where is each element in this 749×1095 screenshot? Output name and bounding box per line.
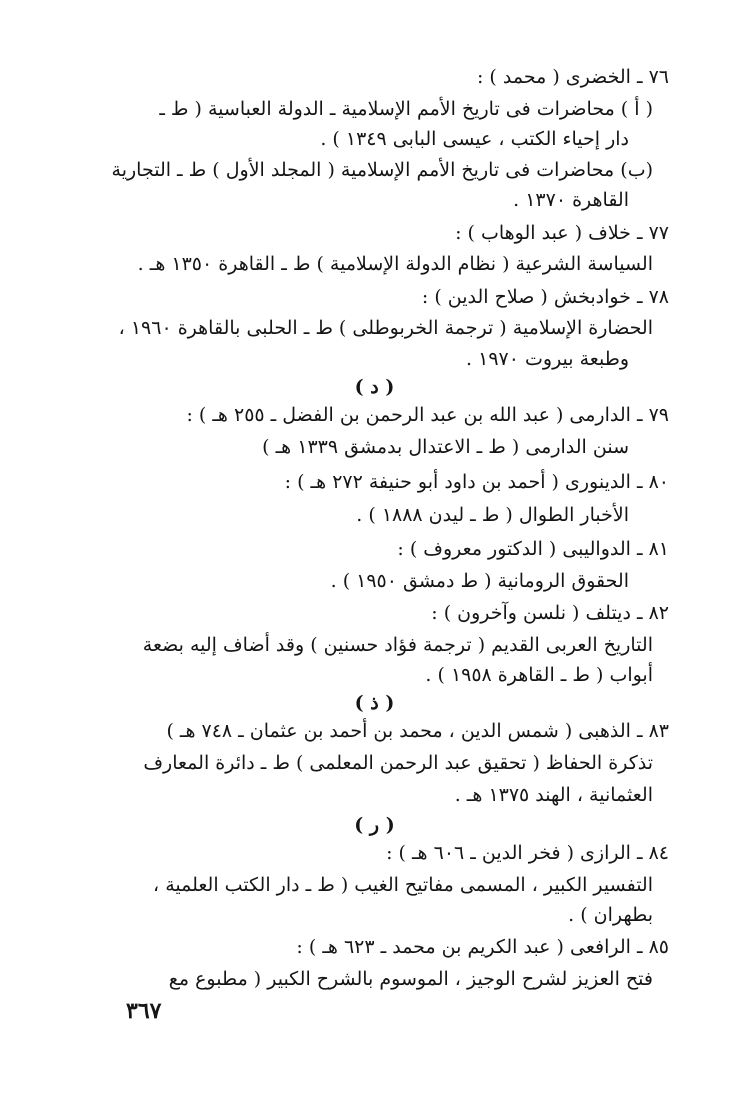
entry-76-item-b: (ب) محاضرات فى تاريخ الأمم الإسلامية ( المجلد الأول ) ط ـ التجارية bbox=[111, 159, 653, 181]
entry-80-heading: ٨٠ ـ الدينورى ( أحمد بن داود أبو حنيفة ٢٧٢ هـ ) : bbox=[284, 471, 669, 493]
entry-78-title-cont: وطبعة بيروت ١٩٧٠ . bbox=[466, 348, 629, 370]
entry-76-heading: ٧٦ ـ الخضرى ( محمد ) : bbox=[476, 66, 669, 88]
entry-83-heading: ٨٣ ـ الذهبى ( شمس الدين ، محمد بن أحمد بن عثمان ـ ٧٤٨ هـ ) bbox=[166, 720, 669, 742]
entry-82-heading: ٨٢ ـ ديتلف ( نلسن وآخرون ) : bbox=[431, 602, 669, 624]
section-letter-dhal: ( ذ ) bbox=[354, 692, 395, 714]
entry-76-item-a-cont: دار إحياء الكتب ، عيسى البابى ١٣٤٩ ) . bbox=[320, 128, 629, 150]
entry-80-title: الأخبار الطوال ( ط ـ ليدن ١٨٨٨ ) . bbox=[356, 504, 629, 526]
entry-84-heading: ٨٤ ـ الرازى ( فخر الدين ـ ٦٠٦ هـ ) : bbox=[386, 842, 669, 864]
entry-77-title: السياسة الشرعية ( نظام الدولة الإسلامية ) ط ـ القاهرة ١٣٥٠ هـ . bbox=[137, 253, 653, 275]
entry-85-heading: ٨٥ ـ الرافعى ( عبد الكريم بن محمد ـ ٦٢٣ هـ ) : bbox=[296, 936, 669, 958]
page-number: ٣٦٧ bbox=[126, 998, 162, 1024]
entry-76-item-b-cont: القاهرة ١٣٧٠ . bbox=[513, 189, 629, 211]
entry-77-heading: ٧٧ ـ خلاف ( عبد الوهاب ) : bbox=[455, 222, 669, 244]
entry-76-item-a: ( أ ) محاضرات فى تاريخ الأمم الإسلامية ـ الدولة العباسية ( ط ـ bbox=[159, 98, 653, 120]
section-letter-ra: ( ر ) bbox=[354, 814, 395, 836]
entry-78-title: الحضارة الإسلامية ( ترجمة الخربوطلى ) ط ـ الحلبى بالقاهرة ١٩٦٠ ، bbox=[118, 317, 653, 339]
entry-84-title: التفسير الكبير ، المسمى مفاتيح الغيب ( ط ـ دار الكتب العلمية ، bbox=[153, 874, 653, 896]
entry-83-title: تذكرة الحفاظ ( تحقيق عبد الرحمن المعلمى ) ط ـ دائرة المعارف bbox=[143, 752, 653, 774]
entry-82-title-cont: أبواب ( ط ـ القاهرة ١٩٥٨ ) . bbox=[425, 664, 653, 686]
entry-83-title-cont: العثمانية ، الهند ١٣٧٥ هـ . bbox=[454, 784, 653, 806]
entry-85-title: فتح العزيز لشرح الوجيز ، الموسوم بالشرح الكبير ( مطبوع مع bbox=[168, 968, 653, 990]
entry-78-heading: ٧٨ ـ خوادبخش ( صلاح الدين ) : bbox=[421, 286, 669, 308]
entry-81-heading: ٨١ ـ الدواليبى ( الدكتور معروف ) : bbox=[397, 538, 669, 560]
entry-84-title-cont: بطهران ) . bbox=[568, 904, 653, 926]
entry-79-heading: ٧٩ ـ الدارمى ( عبد الله بن عبد الرحمن بن الفضل ـ ٢٥٥ هـ ) : bbox=[186, 404, 669, 426]
section-letter-dal: ( د ) bbox=[354, 376, 395, 398]
entry-79-title: سنن الدارمى ( ط ـ الاعتدال بدمشق ١٣٣٩ هـ ) bbox=[262, 436, 629, 458]
entry-81-title: الحقوق الرومانية ( ط دمشق ١٩٥٠ ) . bbox=[330, 570, 629, 592]
entry-82-title: التاريخ العربى القديم ( ترجمة فؤاد حسنين ) وقد أضاف إليه بضعة bbox=[142, 634, 653, 656]
